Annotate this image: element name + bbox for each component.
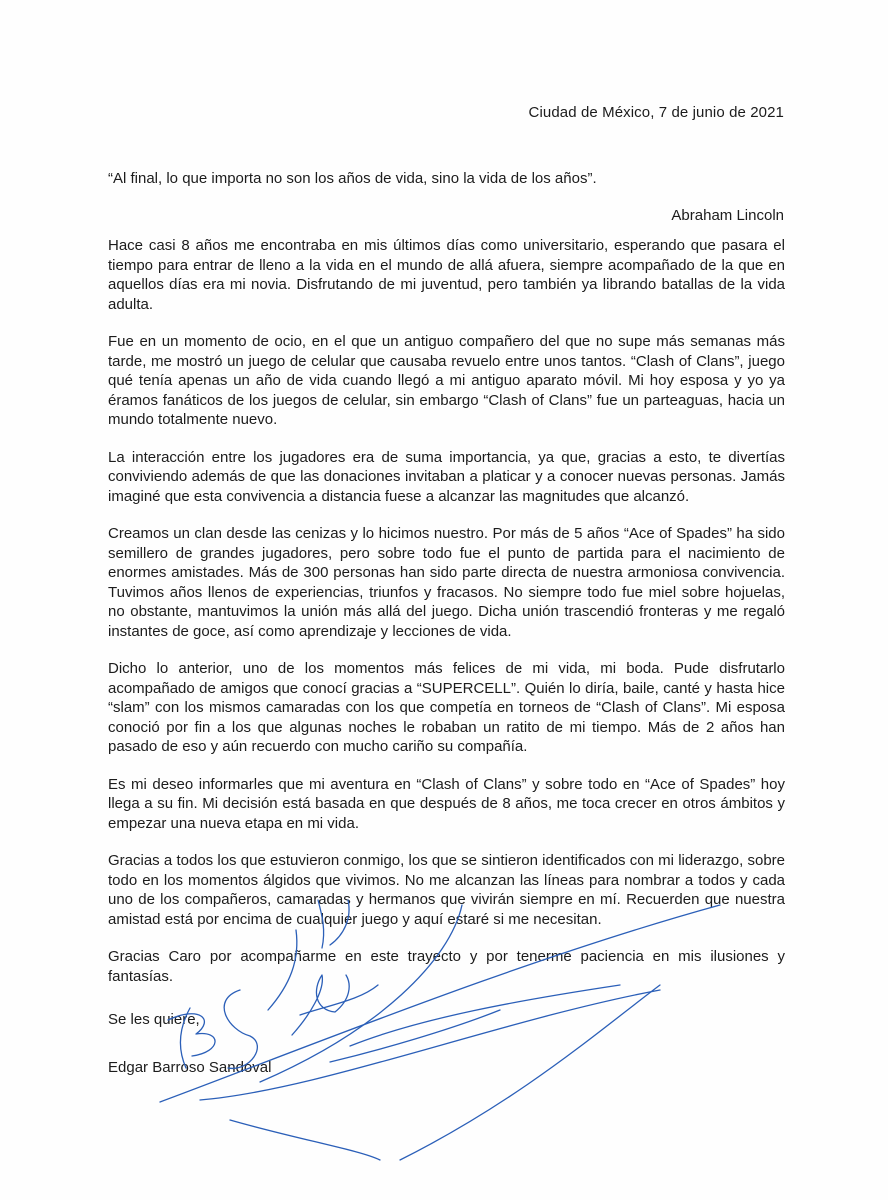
signature-stroke [230, 1120, 380, 1160]
closing-line: Se les quiere, [108, 1011, 200, 1028]
letter-body [108, 236, 785, 1004]
paragraph-3: La interacción entre los jugadores era de suma importancia, ya que, gracias a esto, te divertías conviviendo además de que las donaciones invitaban a platicar y a conocer nuevas personas. Jamás imaginé que esta convivencia a distancia fuese a alcanzar las magnitudes que alcanzó. [108, 448, 785, 505]
signature-stroke [400, 985, 660, 1160]
epigraph-author: Abraham Lincoln [671, 207, 784, 224]
signer-name: Edgar Barroso Sandoval [108, 1059, 272, 1076]
paragraph-1: Hace casi 8 años me encontraba en mis últimos días como universitario, esperando que pasara el tiempo para entrar de lleno a la vida en el mundo de allá afuera, siempre acompañado de la que en aquellos días era mi novia. Disfrutando de mi juventud, pero también ya librando batallas de la vida adulta. [108, 237, 785, 313]
paragraph-2: Fue en un momento de ocio, en el que un antiguo compañero del que no supe más semanas más tarde, me mostró un juego de celular que causaba revuelo entre unos tantos. “Clash of Clans”, juego qué tenía apenas un año de vida cuando llegó a mi antiguo aparato móvil. Mi hoy esposa y yo ya éramos fanáticos de los juegos de celular, sin embargo “Clash of Clans” fue un parteaguas, hacia un mundo totalmente nuevo. [108, 333, 785, 428]
signature-stroke [330, 1010, 500, 1062]
epigraph-quote: “Al final, lo que importa no son los años de vida, sino la vida de los años”. [108, 170, 597, 187]
date-line: Ciudad de México, 7 de junio de 2021 [528, 104, 784, 121]
signature-stroke [200, 990, 660, 1100]
paragraph-5: Dicho lo anterior, uno de los momentos más felices de mi vida, mi boda. Pude disfrutarlo acompañado de amigos que conocí gracias a “SUPERCELL”. Quién lo diría, baile, canté y hasta hice “slam” con los mismos camaradas con los que competía en torneos de “Clash of Clans”. Mi esposa conoció por fin a los que algunas noches le robaban un ratito de mi tiempo. Más de 2 años han pasado de eso y aún recuerdo con mucho cariño su compañía. [108, 660, 785, 755]
paragraph-7: Gracias a todos los que estuvieron conmigo, los que se sintieron identificados con mi liderazgo, sobre todo en los momentos álgidos que vivimos. No me alcanzan las líneas para nombrar a todos y cada uno de los compañeros, camaradas y hermanos que vivirán siempre en mí. Recuerden que nuestra amistad está por encima de cualquier juego y aquí estaré si me necesitan. [108, 852, 785, 928]
paragraph-6: Es mi deseo informarles que mi aventura en “Clash of Clans” y sobre todo en “Ace of Spades” hoy llega a su fin. Mi decisión está basada en que después de 8 años, me toca crecer en otros ámbitos y empezar una nueva etapa en mi vida. [108, 775, 785, 832]
paragraph-4: Creamos un clan desde las cenizas y lo hicimos nuestro. Por más de 5 años “Ace of Spades” ha sido semillero de grandes jugadores, pero sobre todo fue el punto de partida para el nacimiento de enormes amistades. Más de 300 personas han sido parte directa de nuestra armoniosa convivencia. Tuvimos años llenos de experiencias, triunfos y fracasos. No siempre todo fue miel sobre hojuelas, no obstante, mantuvimos la unión más allá del juego. Dicha unión trascendió fronteras y me regaló instantes de goce, así como aprendizaje y lecciones de vida. [108, 525, 785, 640]
paragraph-8: Gracias Caro por acompañarme en este trayecto y por tenerme paciencia en mis ilusiones y fantasías. [108, 948, 785, 985]
